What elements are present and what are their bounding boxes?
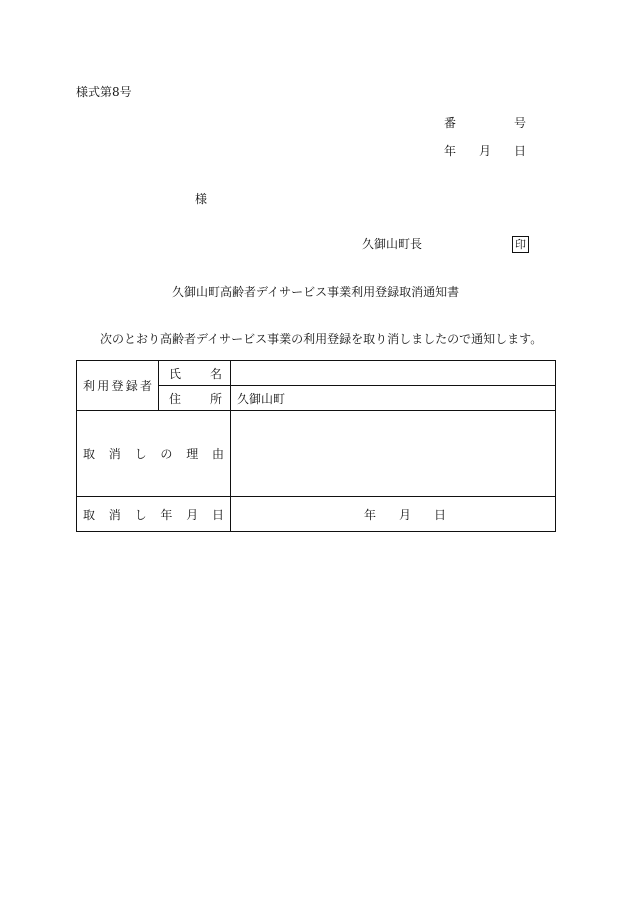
document-body-text: 次のとおり高齢者デイサービス事業の利用登録を取り消しましたので通知します。 (100, 332, 543, 346)
issuer-name: 久御山町長 (362, 237, 423, 251)
number-label-char: 番 (444, 116, 457, 130)
reason-label-cell (77, 411, 231, 497)
document-number-line (444, 117, 526, 129)
label-char: 日 (211, 507, 224, 522)
cancel-date-label-cell (77, 497, 231, 532)
cancel-month-label: 月 (398, 507, 411, 522)
date-day-label: 日 (513, 144, 526, 158)
label-char: 取 (83, 507, 96, 522)
label-char: 理 (186, 447, 199, 461)
label-char: の (160, 447, 173, 461)
label-char: 所 (209, 391, 222, 406)
label-char: 登 (111, 379, 124, 393)
label-char: 者 (139, 379, 152, 393)
label-char: 利 (83, 379, 96, 393)
reason-value-cell[interactable] (231, 411, 556, 497)
label-char: 住 (169, 391, 182, 406)
cancel-date-value-cell[interactable] (231, 497, 556, 532)
label-char: 録 (125, 379, 138, 393)
recipient-honorific: 様 (195, 192, 208, 206)
date-year-label: 年 (444, 144, 457, 158)
address-value-cell[interactable] (231, 386, 556, 411)
label-char: 由 (211, 447, 224, 461)
document-date-line (444, 145, 526, 157)
label-char: し (134, 447, 147, 461)
label-char: 用 (97, 379, 110, 393)
document-title: 久御山町高齢者デイサービス事業利用登録取消通知書 (172, 285, 460, 299)
date-month-label: 月 (478, 144, 491, 158)
label-char: 氏 (169, 366, 182, 381)
name-label-cell (159, 361, 231, 386)
table-row-cancel-date (77, 497, 556, 532)
cancel-day-label: 日 (433, 507, 446, 522)
cancel-year-label: 年 (364, 507, 377, 522)
registrant-label (77, 377, 158, 394)
label-char: 消 (108, 507, 121, 522)
label-char: 消 (108, 447, 121, 461)
address-label-cell (159, 386, 231, 411)
table-row-reason (77, 411, 556, 497)
label-char: 名 (209, 366, 222, 381)
notice-table (76, 360, 556, 532)
address-value: 久御山町 (237, 391, 286, 406)
name-label (159, 365, 230, 382)
label-char: 年 (160, 507, 173, 522)
label-char: 月 (186, 507, 199, 522)
number-label-char: 号 (513, 116, 526, 130)
table-row-name (77, 361, 556, 386)
cancel-date-value (364, 506, 446, 523)
address-label (159, 390, 230, 407)
seal-mark: 印 (512, 236, 529, 253)
cancel-date-label (77, 506, 230, 523)
name-value-cell[interactable] (231, 361, 556, 386)
label-char: し (134, 507, 147, 522)
form-number: 様式第8号 (76, 85, 132, 99)
registrant-label-cell (77, 361, 159, 411)
label-char: 取 (83, 447, 96, 461)
reason-label (77, 445, 230, 462)
